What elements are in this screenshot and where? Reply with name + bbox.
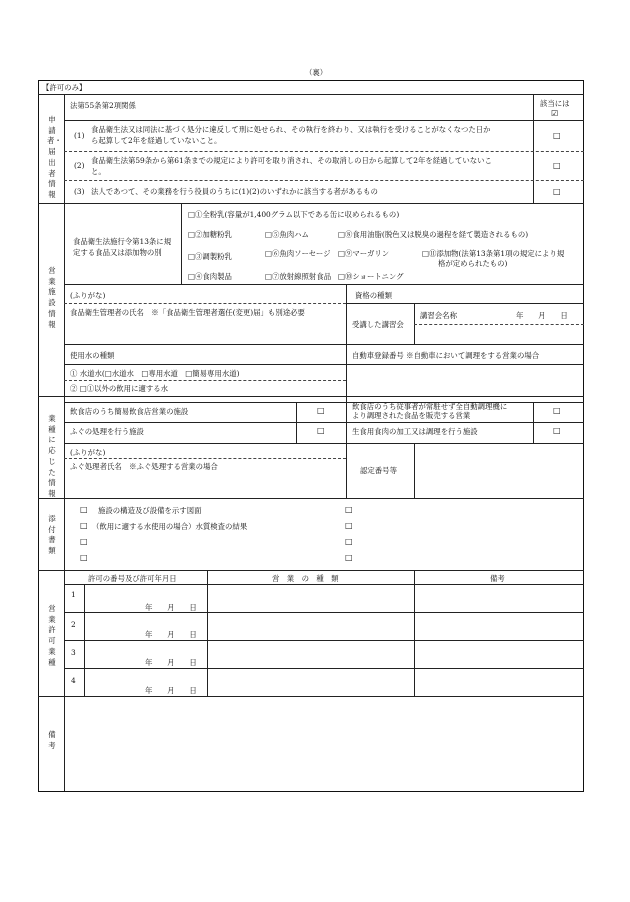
fugu-facility-label: ふぐの処理を行う施設	[70, 427, 144, 436]
applicant-item-num: (3)	[74, 187, 85, 196]
additive-option[interactable]: □⑧食用油脂(脱色又は脱臭の過程を経て製造されるもの)	[338, 230, 529, 239]
water-option[interactable]: ② □①以外の飲用に適する水	[70, 384, 169, 393]
additive-option[interactable]: □②加糖粉乳	[188, 230, 232, 239]
additive-option[interactable]: □③調製粉乳	[188, 252, 232, 261]
applicant-item-text: 食品衛生法第59条から第61条までの規定により許可を取り消され、その取消しの日から起算して2年を経過していないこ	[91, 156, 492, 165]
additive-option[interactable]: □⑦放射線照射食品	[265, 272, 332, 281]
applicant-item-text: ら起算して2年を経過していないこと。	[91, 136, 222, 145]
permits-section-title: 営業許可業種	[48, 604, 56, 667]
additive-label: 食品衛生法施行令第13条に規定する食品又は添加物の別	[73, 237, 172, 258]
applicant-header: 法第55条第2項関係	[70, 101, 136, 110]
water-type-label: 使用水の種類	[70, 351, 115, 360]
applicant-item-text: 食品衛生法又は同法に基づく処分に違反して刑に処せられ、その執行を終わり、又は執行を受けることがなくなつた日か	[91, 125, 491, 134]
additive-option[interactable]: □⑨マーガリン	[338, 249, 390, 258]
auto-cooking-checkbox[interactable]: □	[553, 406, 561, 415]
fugu-facility-checkbox[interactable]: □	[317, 426, 325, 435]
remarks-section-title: 備考	[48, 730, 56, 750]
attachment-checkbox[interactable]: □	[80, 505, 88, 514]
auto-cooking-label-cont: より調理された食品を販売する営業	[352, 411, 471, 420]
raw-meat-label: 生食用食肉の加工又は調理を行う施設	[352, 427, 478, 436]
simple-restaurant-label: 飲食店のうち簡易飲食店営業の施設	[70, 407, 189, 416]
applicant-item-checkbox[interactable]: □	[553, 131, 561, 140]
applicant-item-text: と。	[91, 167, 106, 176]
manager-name-label: 食品衛生管理者の氏名 ※「食品衛生管理者選任(変更)届」も別途必要	[70, 308, 305, 317]
business-type-col-header: 営 業 の 種 類	[272, 574, 339, 583]
additive-option[interactable]: □⑥魚肉ソーセージ	[265, 249, 331, 258]
note-col-header: 備考	[490, 574, 505, 583]
additive-option[interactable]: □④食肉製品	[188, 272, 232, 281]
cert-number-label: 認定番号等	[360, 466, 397, 475]
attachment-checkbox[interactable]: □	[80, 553, 88, 562]
permit-col-header: 許可の番号及び許可年月日	[88, 574, 177, 583]
attachment-item: （飲用に適する水使用の場合）水質検査の結果	[92, 522, 248, 531]
permit-row-date: 年 月 日	[145, 686, 197, 695]
fugu-person-label: ふぐ処理者氏名 ※ふぐ処理する営業の場合	[70, 462, 218, 471]
simple-restaurant-checkbox[interactable]: □	[317, 406, 325, 415]
course-name-label: 講習会名称	[420, 311, 457, 320]
additive-option[interactable]: □①全粉乳(容量が1,400グラム以下である缶に収められるもの)	[188, 210, 400, 219]
additive-option-cont: 格が定められたもの)	[438, 259, 508, 268]
attachment-checkbox[interactable]: □	[80, 537, 88, 546]
course-label: 受講した講習会	[352, 320, 404, 329]
section-tag: 【許可のみ】	[42, 83, 87, 92]
furigana-label: (ふりがな)	[70, 448, 106, 457]
additive-option[interactable]: □⑩ショートニング	[338, 272, 404, 281]
attachment-checkbox[interactable]: □	[345, 505, 353, 514]
additive-option[interactable]: □⑪添加物(法第13条第1項の規定により規	[422, 249, 565, 258]
permit-row-num: 1	[71, 590, 76, 599]
attachment-item: 施設の構造及び設備を示す図面	[98, 506, 202, 515]
page-label: （裏）	[305, 68, 328, 77]
attachment-checkbox[interactable]: □	[345, 553, 353, 562]
furigana-label: (ふりがな)	[70, 291, 106, 300]
permit-row-num: 3	[71, 648, 76, 657]
facility-section-title: 営業施設情報	[48, 266, 56, 329]
auto-cooking-label: 飲食店のうち従事者が常駐せず全自動調理機に	[352, 402, 508, 411]
applicant-item-checkbox[interactable]: □	[553, 161, 561, 170]
permit-row-date: 年 月 日	[145, 603, 197, 612]
permit-row-num: 4	[71, 676, 76, 685]
additive-option[interactable]: □⑤魚肉ハム	[265, 230, 309, 239]
applicant-item-num: (1)	[74, 131, 85, 140]
applicant-item-text: 法人であつて、その業務を行う役員のうちに(1)(2)のいずれかに該当する者があるもの	[91, 187, 378, 196]
permit-row-date: 年 月 日	[145, 630, 197, 639]
attachment-checkbox[interactable]: □	[80, 521, 88, 530]
permit-row-num: 2	[71, 620, 76, 629]
vehicle-number-label: 自動車登録番号 ※自動車において調理をする営業の場合	[352, 351, 540, 360]
applicant-item-checkbox[interactable]: □	[553, 187, 561, 196]
attachments-section-title: 添付書類	[48, 514, 56, 556]
applicant-item-num: (2)	[74, 161, 85, 170]
applicant-section-title: 申請者・届出者情報	[47, 115, 62, 200]
water-option[interactable]: ① 水道水(□水道水 □専用水道 □簡易専用水道)	[70, 369, 240, 378]
raw-meat-checkbox[interactable]: □	[553, 426, 561, 435]
permit-row-date: 年 月 日	[145, 658, 197, 667]
course-date: 年 月 日	[516, 311, 568, 320]
attachment-checkbox[interactable]: □	[345, 521, 353, 530]
qualification-label: 資格の種類	[355, 291, 392, 300]
attachment-checkbox[interactable]: □	[345, 537, 353, 546]
business-section-title: 業種に応じた情報	[48, 414, 56, 499]
checked-box-icon: ☑	[551, 109, 559, 118]
applicable-header: 該当には	[540, 99, 570, 108]
